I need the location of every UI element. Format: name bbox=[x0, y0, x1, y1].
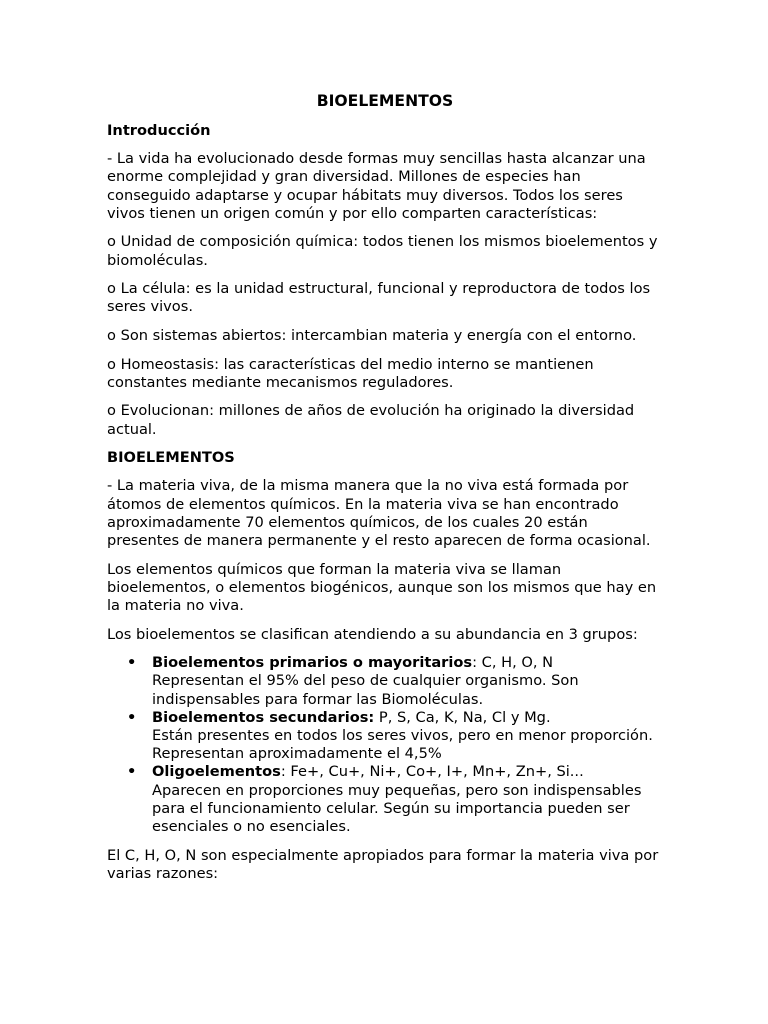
bioelementos-paragraph-definition: Los elementos químicos que forman la materia viva se llaman bioelementos, o elementos biogénicos, aunque son los mismos que hay en la materia no viva. bbox=[107, 560, 657, 614]
list-item-primarios bbox=[107, 654, 663, 709]
closing-paragraph: El C, H, O, N son especialmente apropiados para formar la materia viva por varias razones: bbox=[107, 847, 659, 883]
intro-paragraph: - La vida ha evolucionado desde formas muy sencillas hasta alcanzar una enorme complejidad y gran diversidad. Millones de especies han conseguido adaptarse y ocupar hábitats muy diversos. Todos los seres vivos tienen un origen común y por ello comparten características: bbox=[107, 150, 646, 222]
bioelementos-paragraph-classification: Los bioelementos se clasifican atendiendo a su abundancia en 3 grupos: bbox=[107, 625, 638, 643]
intro-item-homeostasis: o Homeostasis: las características del medio interno se mantienen constantes mediante mecanismos reguladores. bbox=[107, 355, 594, 391]
intro-item-evolution: o Evolucionan: millones de años de evolución ha originado la diversidad actual. bbox=[107, 402, 635, 438]
list-item-secundarios bbox=[107, 709, 663, 764]
group-elements-secundarios: P, S, Ca, K, Na, Cl y Mg. bbox=[374, 708, 551, 726]
document-content bbox=[107, 91, 663, 894]
intro-heading: Introducción bbox=[107, 122, 211, 139]
bullet-icon: • bbox=[127, 654, 137, 672]
bullet-icon: • bbox=[127, 763, 137, 781]
bioelement-groups-list bbox=[107, 654, 663, 836]
intro-item-composition: o Unidad de composición química: todos tienen los mismos bioelementos y biomoléculas. bbox=[107, 233, 658, 269]
group-elements-primarios: : C, H, O, N bbox=[472, 654, 554, 672]
group-description-oligoelementos: Aparecen en proporciones muy pequeñas, pero son indispensables para el funcionamiento celular. Según su importancia pueden ser esenciales o no esenciales. bbox=[152, 781, 642, 836]
group-name-oligoelementos: Oligoelementos bbox=[152, 763, 281, 781]
intro-item-open-systems: o Son sistemas abiertos: intercambian materia y energía con el entorno. bbox=[107, 327, 637, 344]
bioelementos-paragraph-matter: - La materia viva, de la misma manera que la no viva está formada por átomos de elementos químicos. En la materia viva se han encontrado aproximadamente 70 elementos químicos, de los cuales 20 están presentes de manera permanente y el resto aparecen de forma ocasional. bbox=[107, 477, 651, 549]
list-item-oligoelementos bbox=[107, 763, 663, 836]
group-description-secundarios: Están presentes en todos los seres vivos, pero en menor proporción. Representan aproximadamente el 4,5% bbox=[152, 727, 653, 763]
group-elements-oligoelementos: : Fe+, Cu+, Ni+, Co+, I+, Mn+, Zn+, Si... bbox=[280, 763, 584, 781]
bullet-icon: • bbox=[127, 708, 137, 726]
document-title: BIOELEMENTOS bbox=[316, 92, 454, 110]
intro-item-cell: o La célula: es la unidad estructural, funcional y reproductora de todos los seres vivos. bbox=[107, 280, 651, 316]
group-description-primarios: Representan el 95% del peso de cualquier organismo. Son indispensables para formar las Biomoléculas. bbox=[152, 672, 579, 708]
bioelementos-heading: BIOELEMENTOS bbox=[107, 449, 235, 467]
group-name-primarios: Bioelementos primarios o mayoritarios bbox=[152, 654, 473, 672]
group-name-secundarios: Bioelementos secundarios: bbox=[152, 708, 375, 726]
